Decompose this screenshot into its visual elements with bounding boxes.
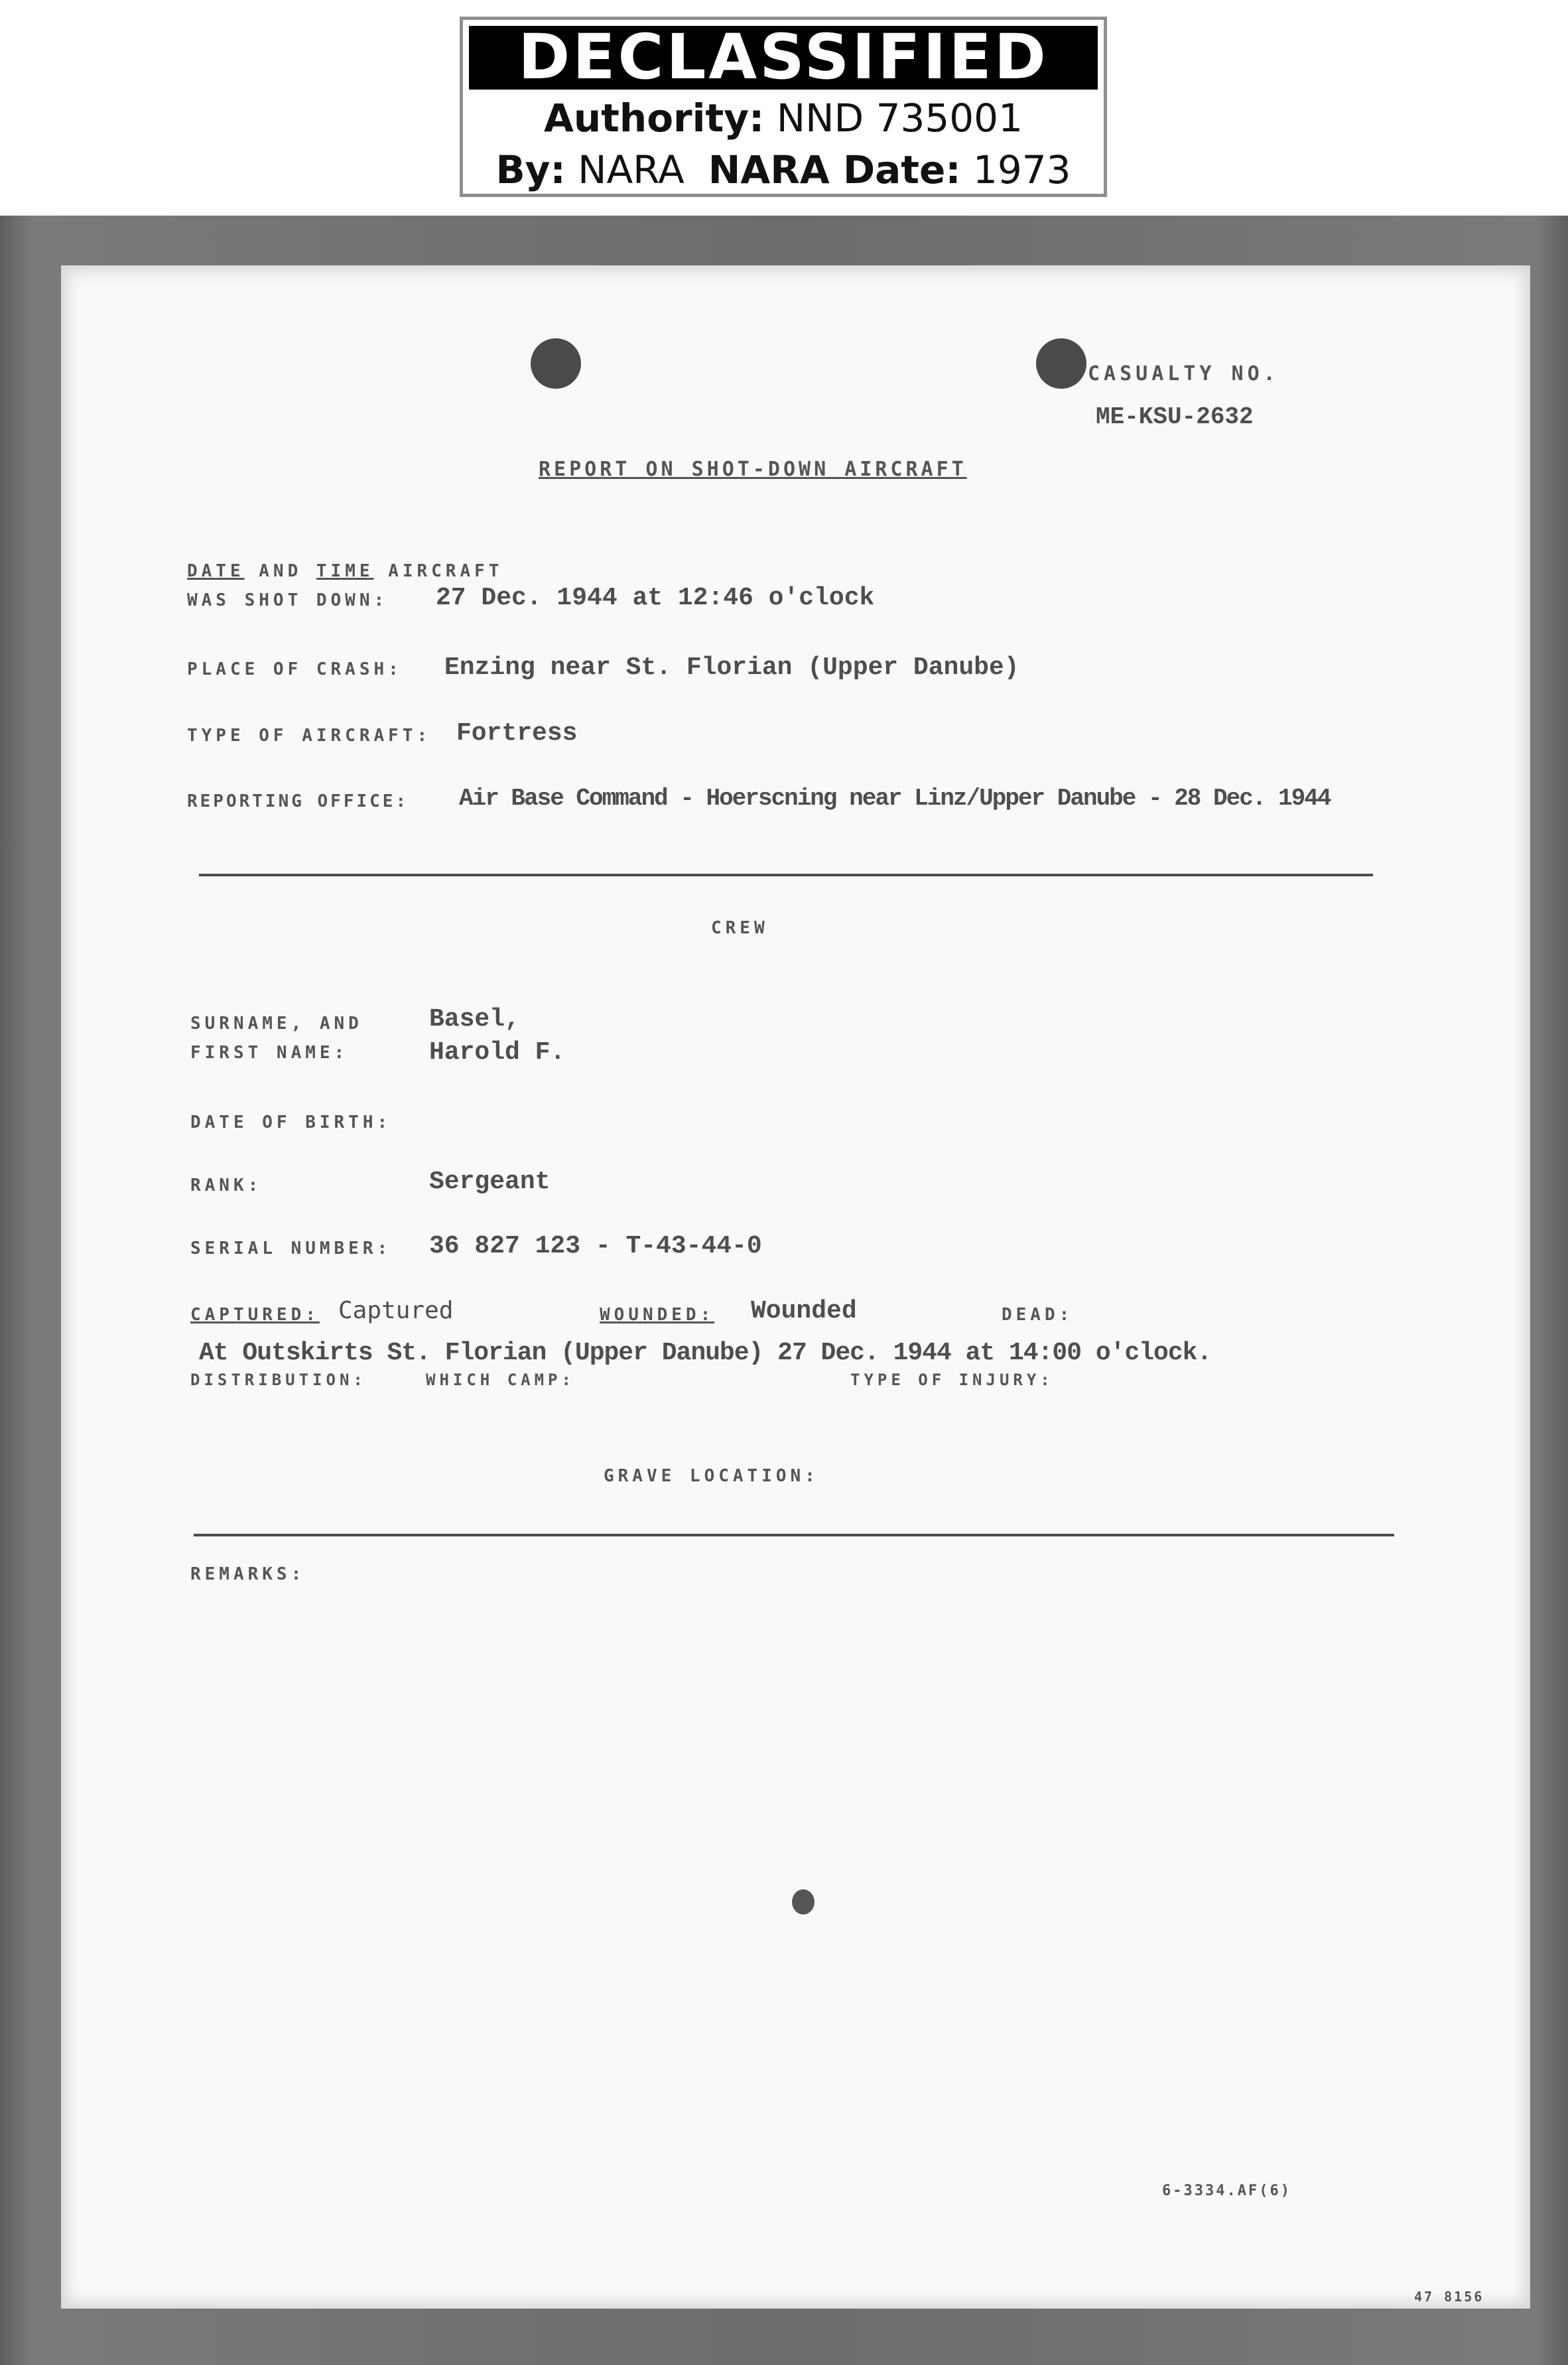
first-name-label: FIRST NAME: xyxy=(190,1043,349,1063)
shot-down-value: 27 Dec. 1944 at 12:46 o'clock xyxy=(436,584,875,612)
first-name-value: Harold F. xyxy=(429,1038,566,1067)
stamp-authority-line xyxy=(463,96,1104,141)
date-label-word: DATE xyxy=(187,561,245,581)
divider-line xyxy=(199,874,1373,876)
rank-label: RANK: xyxy=(190,1176,263,1195)
which-camp-label: WHICH CAMP: xyxy=(426,1371,575,1389)
distribution-label: DISTRIBUTION: xyxy=(190,1371,367,1389)
reporting-office-value: Air Base Command - Hoerscning near Linz/Upper Danube - 28 Dec. 1944 xyxy=(459,785,1331,812)
dead-label: DEAD: xyxy=(1002,1305,1074,1325)
stamp-authority-label: Authority: xyxy=(544,96,765,141)
date-time-label xyxy=(187,561,503,581)
casualty-label: CASUALTY NO. xyxy=(1088,362,1279,385)
casualty-number: ME-KSU-2632 xyxy=(1096,403,1254,431)
stamp-title: DECLASSIFIED xyxy=(469,26,1098,90)
form-number: 6-3334.AF(6) xyxy=(1162,2183,1291,2199)
crew-heading: CREW xyxy=(711,918,769,938)
stamp-by-line xyxy=(463,147,1104,192)
stamp-date-value: 1973 xyxy=(972,147,1071,192)
capture-detail: At Outskirts St. Florian (Upper Danube) 27 Dec. 1944 at 14:00 o'clock. xyxy=(199,1339,1212,1367)
serial-number-label: SERIAL NUMBER: xyxy=(190,1239,392,1258)
report-title: REPORT ON SHOT-DOWN AIRCRAFT xyxy=(539,458,967,481)
and-label-word: AND xyxy=(259,561,302,581)
date-of-birth-label: DATE OF BIRTH: xyxy=(190,1113,392,1132)
captured-value: Captured xyxy=(338,1297,454,1324)
shot-down-label: WAS SHOT DOWN: xyxy=(187,590,389,610)
divider-line-2 xyxy=(194,1534,1394,1536)
surname-value: Basel, xyxy=(429,1005,520,1034)
wounded-label: WOUNDED: xyxy=(600,1305,715,1325)
grave-location-label: GRAVE LOCATION: xyxy=(604,1466,819,1486)
corner-code: 47 8156 xyxy=(1414,2289,1484,2305)
type-of-aircraft-value: Fortress xyxy=(456,719,578,748)
wounded-value: Wounded xyxy=(751,1297,857,1325)
stamp-by-label: By: xyxy=(495,147,566,192)
serial-number-value: 36 827 123 - T-43-44-0 xyxy=(429,1232,762,1260)
stamp-date-label: NARA Date: xyxy=(708,147,961,192)
captured-label: CAPTURED: xyxy=(190,1305,320,1325)
stamp-authority-value: NND 735001 xyxy=(776,96,1023,141)
rank-value: Sergeant xyxy=(429,1168,551,1196)
ink-spot xyxy=(792,1889,815,1915)
remarks-label: REMARKS: xyxy=(190,1564,306,1584)
punch-hole-right xyxy=(1036,338,1086,389)
place-of-crash-label: PLACE OF CRASH: xyxy=(187,659,403,679)
place-of-crash-value: Enzing near St. Florian (Upper Danube) xyxy=(444,653,1019,682)
stamp-by-value: NARA xyxy=(578,147,685,192)
document-page xyxy=(61,265,1530,2309)
declassification-stamp xyxy=(460,17,1107,197)
reporting-office-label: REPORTING OFFICE: xyxy=(187,791,409,811)
time-label-word: TIME xyxy=(316,561,374,581)
type-of-injury-label: TYPE OF INJURY: xyxy=(850,1371,1054,1389)
punch-hole-left xyxy=(531,338,581,389)
type-of-aircraft-label: TYPE OF AIRCRAFT: xyxy=(187,726,432,746)
surname-label: SURNAME, AND xyxy=(190,1014,363,1034)
aircraft-label-word: AIRCRAFT xyxy=(388,561,503,581)
